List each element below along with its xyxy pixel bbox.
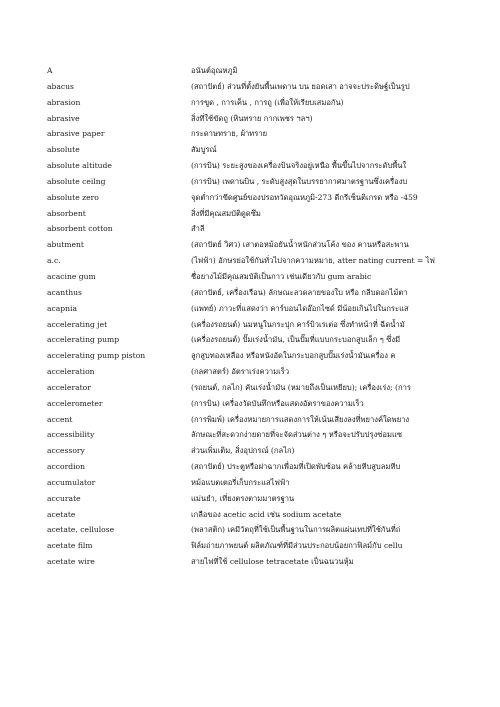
entry-definition: (แพทย์) ภาวะที่แสดงว่า คาร์บอนไดอ๊อกไซด์ มีน้อยเกินไปในกระแส bbox=[191, 303, 409, 313]
glossary-entry bbox=[0, 95, 500, 111]
entry-term: acetate film bbox=[47, 541, 93, 551]
entry-term: abrasive bbox=[47, 113, 80, 123]
entry-definition: สิ่งที่ใช้ขัดถู (หินทราย กากเพชร ฯลฯ) bbox=[191, 113, 313, 123]
entry-term: acacine gum bbox=[47, 271, 96, 281]
entry-term: accelerating pump piston bbox=[47, 351, 146, 361]
entry-definition: (รถยนต์, กลไก) คันเร่งน้ำมัน (หมายถึงเป็นเหยียบ); เครื่องเร่ง; (การ bbox=[191, 382, 411, 392]
entry-definition: ลักษณะที่สะดวกง่ายดายที่จะจัดส่วนต่าง ๆ หรือจะปรับปรุงซ่อมแซ bbox=[191, 430, 403, 440]
glossary-entry bbox=[0, 554, 500, 570]
entry-term: acetate, cellulose bbox=[47, 525, 115, 535]
glossary-entry bbox=[0, 111, 500, 127]
glossary-entry bbox=[0, 459, 500, 475]
glossary-entry bbox=[0, 285, 500, 301]
glossary-entry bbox=[0, 427, 500, 443]
entry-term: acapnia bbox=[47, 303, 78, 313]
entry-term: abrasion bbox=[47, 97, 81, 107]
glossary-entry bbox=[0, 63, 500, 79]
entry-term: acetate bbox=[47, 509, 76, 519]
entry-term: accelerator bbox=[47, 382, 91, 392]
entry-definition: จุดต่ำกว่าขีดศูนย์ของปรอทวัดอุณหภูมิ-273 ดีกรีเซ็นติเกรด หรือ -459 bbox=[191, 192, 418, 202]
glossary-entry bbox=[0, 491, 500, 507]
entry-definition: ฟิล์มถ่ายภาพยนต์ ผลิตภัณฑ์ที่มีส่วนประกอบน้อยกาฟิลม์กับ cellu bbox=[191, 541, 403, 551]
entry-term: absolute altitude bbox=[47, 161, 112, 171]
glossary-entry bbox=[0, 317, 500, 333]
entry-definition: (สถาปัตย์, เครื่องเรือน) ลักษณะลวดลายของใบ หรือ กลีบดอกไม้ตา bbox=[191, 287, 408, 297]
glossary-entry bbox=[0, 190, 500, 206]
entry-term: accessory bbox=[47, 446, 85, 456]
glossary-entry bbox=[0, 348, 500, 364]
glossary-entry bbox=[0, 538, 500, 554]
glossary-entry bbox=[0, 301, 500, 317]
entry-definition: สายไฟที่ใช้ cellulose tetracetate เป็นฉนวนหุ้ม bbox=[191, 557, 354, 567]
entry-definition: (เครื่องรถยนต์) นมหนูในกระปุก คาร์บิวเรเต่อ ซึ่งทำหน้าที่ ฉีดน้ำมั bbox=[191, 319, 405, 329]
entry-definition: ส่วนเพิ่มเติม, สิ่งอุปกรณ์ (กลไก) bbox=[191, 446, 295, 456]
glossary-entry bbox=[0, 253, 500, 269]
glossary-entry bbox=[0, 174, 500, 190]
entry-term: A bbox=[47, 66, 53, 75]
entry-term: abrasive paper bbox=[47, 129, 105, 139]
glossary-entry bbox=[0, 221, 500, 237]
entry-definition: แม่นยำ, เที่ยงตรงตามมาตรฐาน bbox=[191, 493, 295, 503]
entry-term: a.c. bbox=[47, 256, 61, 266]
entry-term: acceleration bbox=[47, 367, 95, 377]
entry-definition: ชื่อยางไม้มีคุณสมบัติเป็นกาว เช่นเดียวกับ gum arabic bbox=[191, 271, 372, 281]
entry-term: abacus bbox=[47, 81, 74, 91]
entry-definition: กระดาษทราย, ผ้าทราย bbox=[191, 129, 268, 139]
entry-definition: สัมบูรณ์ bbox=[191, 145, 217, 155]
entry-term: absorbent bbox=[47, 208, 86, 218]
entry-term: accordion bbox=[47, 462, 85, 472]
glossary-entry bbox=[0, 269, 500, 285]
entry-definition: (พลาสติก) เคมีวัตถุที่ใช้เป็นพื้นฐานในการผลิตแผ่นเทปที่ใช้กันที่ถ่ bbox=[191, 525, 401, 535]
glossary-entry bbox=[0, 142, 500, 158]
entry-definition: (การบิน) เพดานบิน , ระดับสูงสุดในบรรยากาศมาตรฐานซึ่งเครื่องบ bbox=[191, 176, 408, 186]
glossary-entry bbox=[0, 412, 500, 428]
entry-definition: (การพิมพ์) เครื่องหมายการแสดงการให้เน้นเสียงลงที่พยางค์ใดพยาง bbox=[191, 414, 410, 424]
glossary-entry bbox=[0, 126, 500, 142]
entry-definition: อนันต์อุณหภูมิ bbox=[191, 66, 238, 75]
entry-term: accumulator bbox=[47, 477, 96, 487]
entry-term: accent bbox=[47, 414, 73, 424]
entry-definition: (สถาปัตย์) ส่วนที่ตั้งยันพื้นเพดาน บน ยอดเสา อาจจะประดิษฐ์เป็นรูป bbox=[191, 81, 410, 91]
glossary-entry bbox=[0, 332, 500, 348]
entry-definition: (เครื่องรถยนต์) ปั๊มเร่งน้ำมัน, เป็นปั๊มที่แบบกระบอกสูบเล็ก ๆ ซึ่งมี bbox=[191, 335, 401, 345]
glossary-entry bbox=[0, 443, 500, 459]
entry-definition: หม้อแบตเตอรี่เก็บกระแสไฟฟ้า bbox=[191, 477, 290, 487]
entry-definition: การขูด , การเค็น , การถู (เพื่อให้เรียบเสมอกัน) bbox=[191, 97, 344, 107]
entry-term: accurate bbox=[47, 493, 81, 503]
entry-definition: (กลศาสตร์) อัตราเร่งความเร็ว bbox=[191, 367, 290, 377]
glossary-entry bbox=[0, 475, 500, 491]
glossary-entry bbox=[0, 507, 500, 523]
entry-definition: (การบิน) เครื่องวัดบันทึกหรือแสดงอัตราของความเร็ว bbox=[191, 398, 364, 408]
entry-definition: สำลี bbox=[191, 224, 205, 234]
glossary-entry bbox=[0, 396, 500, 412]
entry-definition: (สถาปัตย์ วิศว) เสาตอหม้อยันน้ำหนักส่วนโค้ง ของ คานหรือสะพาน bbox=[191, 240, 409, 250]
entry-term: absolute bbox=[47, 145, 80, 155]
glossary-entry bbox=[0, 206, 500, 222]
glossary-entry bbox=[0, 380, 500, 396]
entry-term: absorbent cotton bbox=[47, 224, 113, 234]
glossary-entry bbox=[0, 158, 500, 174]
entry-term: abutment bbox=[47, 240, 84, 250]
entry-definition: เกลือของ acetic acid เช่น sodium acetate bbox=[191, 509, 342, 519]
entry-definition: สิ่งที่มีคุณสมบัติดูดซึม bbox=[191, 208, 261, 218]
entry-term: accelerometer bbox=[47, 398, 103, 408]
entry-term: absolute zero bbox=[47, 192, 99, 202]
glossary-entry bbox=[0, 364, 500, 380]
entry-term: accelerating pump bbox=[47, 335, 120, 345]
glossary-list bbox=[0, 63, 500, 570]
entry-definition: (ไฟฟ้า) อักษรย่อใช้กันทั่วไปจากความหมาย, atter nating current = ไฟ bbox=[191, 256, 435, 266]
entry-term: acetate wire bbox=[47, 557, 95, 567]
glossary-entry bbox=[0, 522, 500, 538]
entry-term: accelerating jet bbox=[47, 319, 108, 329]
entry-definition: (การบิน) ระยะสูงของเครื่องบินจริงอยู่เหนือ พื้นขึ้นไปจากระดับพื้นใ bbox=[191, 161, 407, 171]
entry-term: absolute ceilng bbox=[47, 176, 106, 186]
entry-term: accessibility bbox=[47, 430, 95, 440]
entry-term: acanthus bbox=[47, 287, 82, 297]
entry-definition: (สถาปัตย์) ประตูหรือฝาฉากเพื่อมที่เปิดพับซ้อน คล้ายหีบสูบลมหีบ bbox=[191, 462, 401, 472]
glossary-entry bbox=[0, 237, 500, 253]
entry-definition: ลูกสูบทองเหลือง หรือหนังอัดในกระบอกสูบปั๊มเร่งน้ำมันเครื่อง ค bbox=[191, 351, 396, 361]
glossary-entry bbox=[0, 79, 500, 95]
